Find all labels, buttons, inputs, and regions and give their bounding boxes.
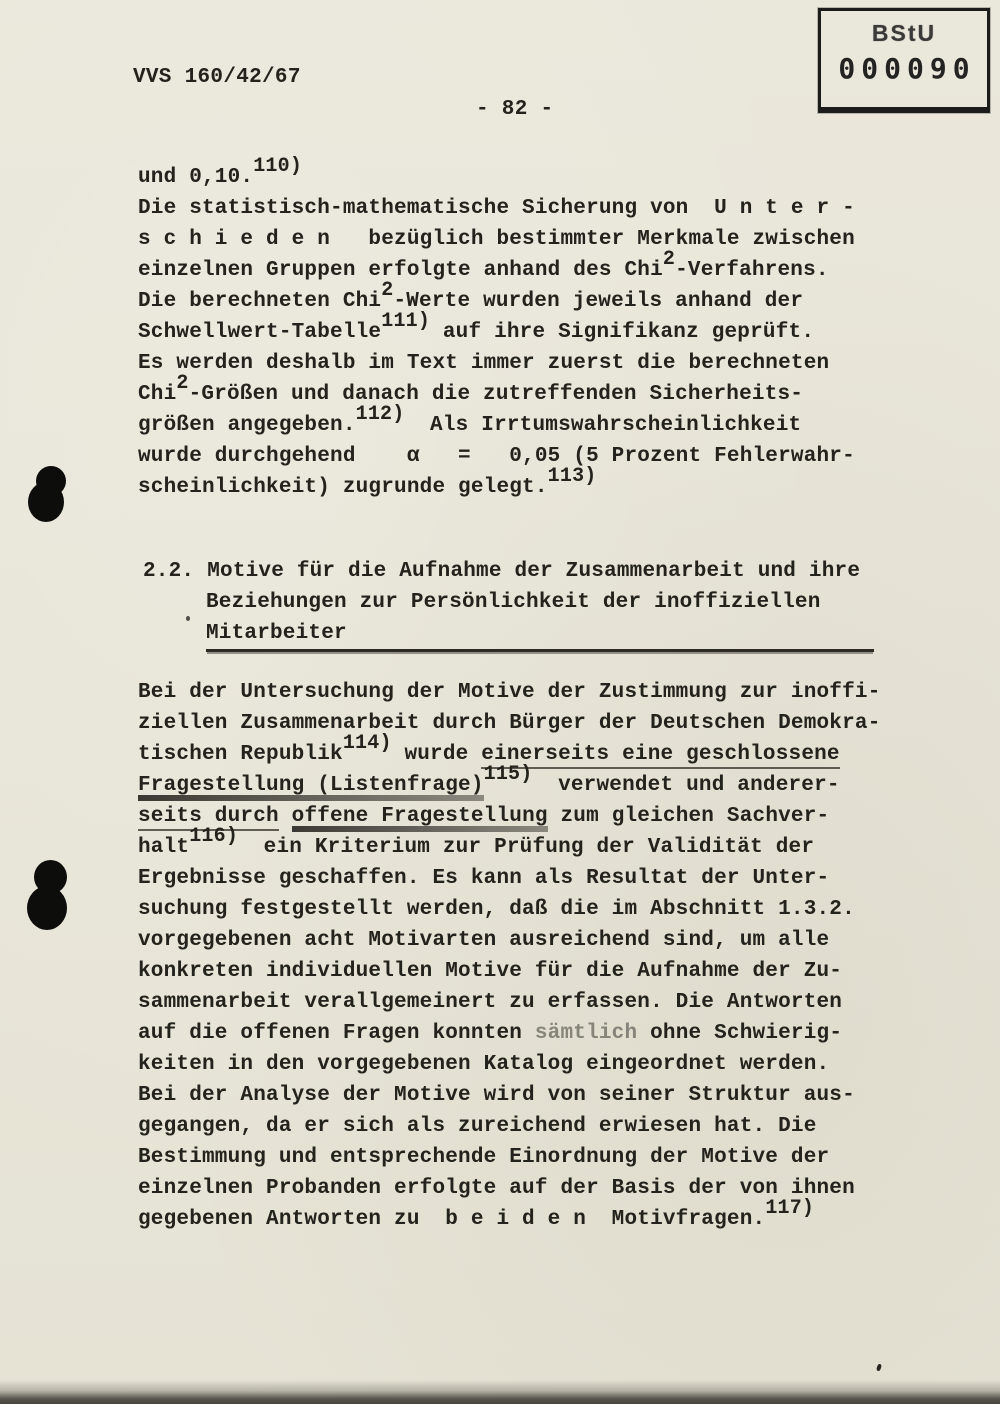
text-segment: ziellen Zusammenarbeit durch Bürger der Deutschen Demokra- bbox=[138, 712, 881, 735]
heading-text-1: Motive für die Aufnahme der Zusammenarbeit und ihre bbox=[207, 560, 861, 583]
text-line bbox=[138, 403, 855, 441]
text-segment: seits durch bbox=[138, 805, 279, 831]
text-line bbox=[138, 987, 881, 1018]
text-segment bbox=[279, 805, 292, 828]
text-segment: tischen Republik bbox=[138, 743, 343, 766]
heading-line-1 bbox=[143, 556, 874, 587]
text-segment: auf die offenen Fragen konnten bbox=[138, 1022, 535, 1045]
text-segment: -Verfahrens. bbox=[675, 259, 829, 282]
text-line bbox=[138, 441, 855, 472]
section-number: 2.2. bbox=[143, 560, 195, 583]
text-line bbox=[138, 155, 855, 193]
footnote-marker: 2 bbox=[381, 279, 394, 302]
text-segment: konkreten individuellen Motive für die Aufnahme der Zu- bbox=[138, 960, 843, 983]
page-number: - 82 - bbox=[476, 98, 554, 121]
text-segment: zum gleichen Sachver- bbox=[547, 805, 830, 828]
text-segment: vorgegebenen acht Motivarten ausreichend sind, um alle bbox=[138, 929, 830, 952]
scan-edge-shadow bbox=[0, 1380, 1000, 1404]
text-line bbox=[138, 465, 855, 503]
text-line bbox=[138, 310, 855, 348]
text-line bbox=[138, 763, 881, 801]
archive-stamp bbox=[818, 8, 990, 113]
text-line bbox=[138, 801, 881, 832]
text-segment: gegangen, da er sich als zureichend erwiesen hat. Die bbox=[138, 1115, 817, 1138]
text-line bbox=[138, 1142, 881, 1173]
text-segment: keiten in den vorgegebenen Katalog eingeordnet werden. bbox=[138, 1053, 830, 1076]
text-segment: Bei der Analyse der Motive wird von seiner Struktur aus- bbox=[138, 1084, 855, 1107]
text-segment: Ergebnisse geschaffen. Es kann als Resultat der Unter- bbox=[138, 867, 830, 890]
text-segment: auf ihre Signifikanz geprüft. bbox=[430, 321, 815, 344]
footnote-marker: 111) bbox=[381, 310, 431, 333]
text-segment: Chi bbox=[138, 383, 177, 406]
text-line bbox=[138, 863, 881, 894]
text-segment: verwendet und anderer- bbox=[532, 774, 840, 797]
text-segment: suchung festgestellt werden, daß die im Abschnitt 1.3.2. bbox=[138, 898, 855, 921]
text-segment: einerseits eine geschlossene bbox=[481, 743, 839, 769]
text-segment: wurde bbox=[391, 743, 482, 766]
text-segment: Fragestellung (Listenfrage) bbox=[138, 774, 484, 801]
text-line bbox=[138, 279, 855, 317]
text-segment: Als Irrtumswahrscheinlichkeit bbox=[404, 414, 802, 437]
text-segment: einzelnen Probanden erfolgte auf der Basis der von ihnen bbox=[138, 1177, 855, 1200]
text-segment: Bestimmung und entsprechende Einordnung der Motive der bbox=[138, 1146, 830, 1169]
text-line bbox=[138, 1080, 881, 1111]
footnote-marker: 2 bbox=[176, 372, 189, 395]
text-segment: einzelnen Gruppen erfolgte anhand des Chi bbox=[138, 259, 663, 282]
text-line bbox=[138, 248, 855, 286]
stamp-serial-number: 000090 bbox=[838, 52, 976, 85]
text-line bbox=[138, 925, 881, 956]
text-segment: ein Kriterium zur Prüfung der Validität der bbox=[238, 836, 815, 859]
paragraph-statistical-method bbox=[138, 155, 855, 503]
text-line bbox=[138, 708, 881, 739]
stamp-org-label: BStU bbox=[871, 20, 937, 46]
text-line bbox=[138, 1018, 881, 1049]
stray-ink-dot bbox=[186, 616, 190, 621]
text-segment: halt bbox=[138, 836, 190, 859]
text-segment: Bei der Untersuchung der Motive der Zustimmung zur inoffi- bbox=[138, 681, 881, 704]
text-segment: scheinlichkeit) zugrunde gelegt. bbox=[138, 476, 548, 499]
text-line bbox=[138, 193, 855, 224]
paragraph-motive-analysis bbox=[138, 677, 881, 1235]
footnote-marker: 117) bbox=[765, 1197, 815, 1220]
text-line bbox=[138, 1197, 881, 1235]
text-segment: sammenarbeit verallgemeinert zu erfassen. Die Antworten bbox=[138, 991, 843, 1014]
text-line bbox=[138, 894, 881, 925]
text-line bbox=[138, 677, 881, 708]
text-line bbox=[138, 372, 855, 410]
text-line bbox=[138, 956, 881, 987]
ink-blot-upper bbox=[28, 466, 72, 538]
section-heading bbox=[143, 556, 874, 652]
paper-speck bbox=[876, 1364, 882, 1372]
text-segment: -Werte wurden jeweils anhand der bbox=[393, 290, 804, 313]
text-segment: s c h i e d e n bezüglich bestimmter Merkmale zwischen bbox=[138, 228, 855, 251]
text-line bbox=[138, 224, 855, 255]
text-segment: und 0,10. bbox=[138, 166, 254, 189]
text-line bbox=[138, 1049, 881, 1080]
text-segment: offene Fragestellung bbox=[292, 805, 548, 832]
heading-line-3-underlined: Mitarbeiter bbox=[206, 618, 874, 652]
text-segment: Die berechneten Chi bbox=[138, 290, 382, 313]
text-segment: gegebenen Antworten zu b e i d e n Motivfragen. bbox=[138, 1208, 766, 1231]
text-segment: -Größen und danach die zutreffenden Sicherheits- bbox=[188, 383, 804, 406]
text-line bbox=[138, 825, 881, 863]
text-segment: Die statistisch-mathematische Sicherung von U n t e r - bbox=[138, 197, 855, 220]
text-segment: wurde durchgehend α = 0,05 (5 Prozent Fehlerwahr- bbox=[138, 445, 855, 468]
classification-number: VVS 160/42/67 bbox=[133, 66, 301, 89]
text-segment: Schwellwert-Tabelle bbox=[138, 321, 382, 344]
text-segment: größen angegeben. bbox=[138, 414, 356, 437]
footnote-marker: 113) bbox=[547, 465, 597, 488]
footnote-marker: 116) bbox=[189, 825, 239, 848]
footnote-marker: 2 bbox=[662, 248, 676, 271]
text-segment: ohne Schwierig- bbox=[637, 1022, 843, 1045]
text-segment: sämtlich bbox=[534, 1022, 638, 1045]
text-line bbox=[138, 1111, 881, 1142]
footnote-marker: 115) bbox=[483, 763, 533, 786]
footnote-marker: 110) bbox=[253, 155, 303, 178]
text-line bbox=[138, 348, 855, 379]
heading-line-2: Beziehungen zur Persönlichkeit der inoffiziellen bbox=[206, 591, 821, 614]
footnote-marker: 112) bbox=[355, 403, 405, 426]
ink-blot-lower bbox=[27, 860, 71, 932]
footnote-marker: 114) bbox=[342, 732, 392, 755]
text-segment: Es werden deshalb im Text immer zuerst die berechneten bbox=[138, 352, 830, 375]
